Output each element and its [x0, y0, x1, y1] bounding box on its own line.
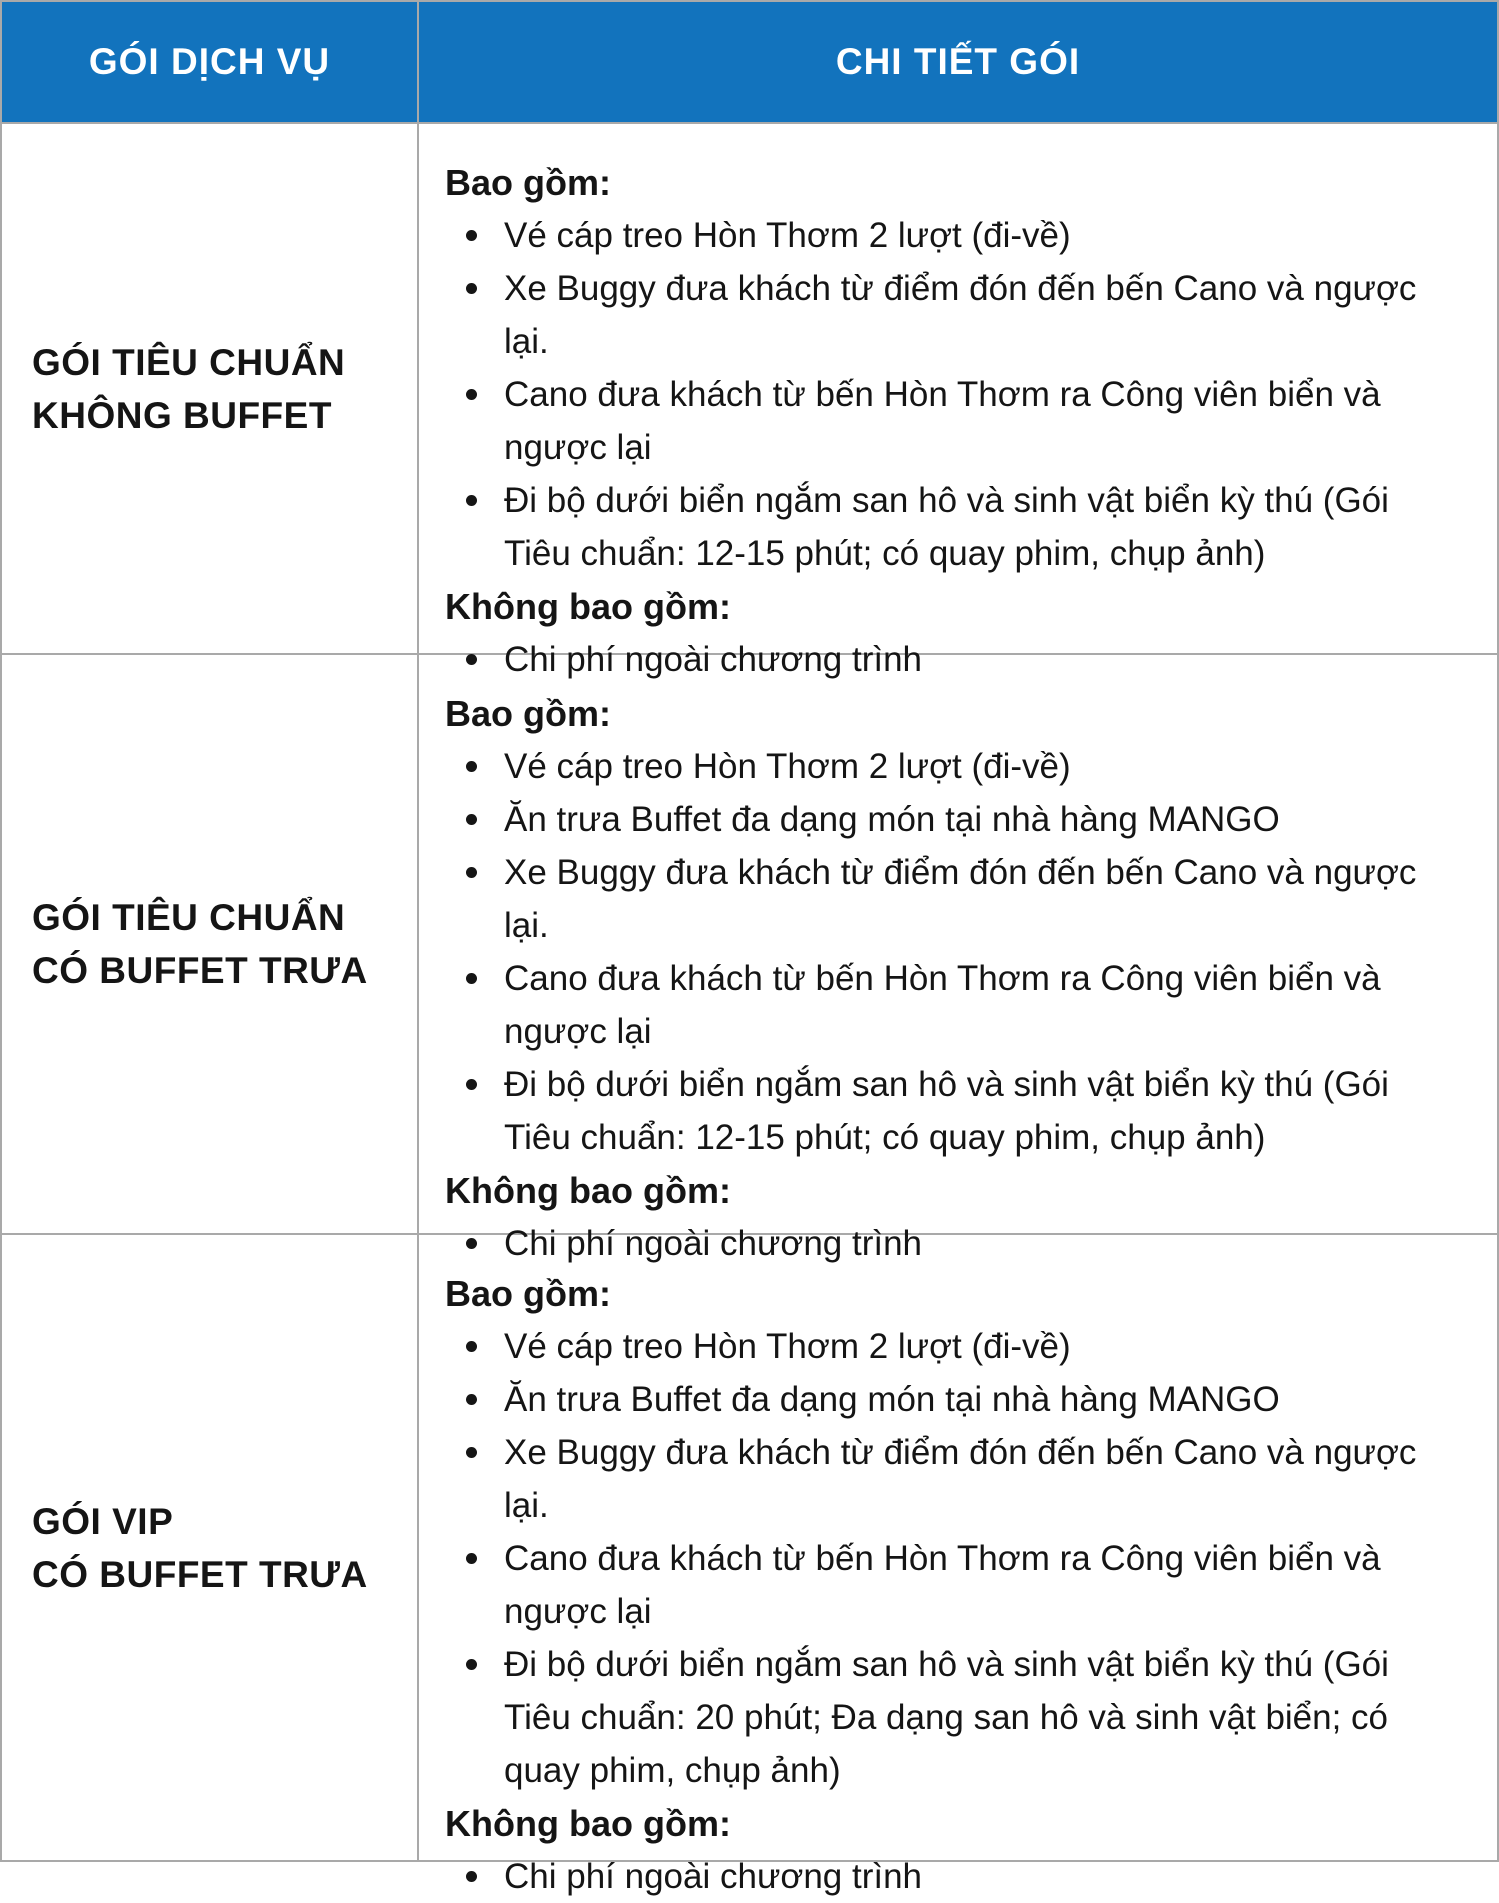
bullet-icon — [466, 1659, 477, 1670]
list-item — [445, 209, 1451, 262]
package-name-line2: KHÔNG BUFFET — [32, 394, 332, 436]
header-package-column — [2, 2, 419, 124]
package-details-standard-no-buffet — [419, 124, 1497, 679]
included-list — [445, 1320, 1451, 1797]
list-item — [445, 1320, 1451, 1373]
package-name-standard-with-buffet — [2, 655, 419, 1235]
list-item-text: Cano đưa khách từ bến Hòn Thơm ra Công viên biển và ngược lại — [504, 959, 1381, 1051]
excluded-section-label: Không bao gồm: — [445, 1170, 731, 1211]
package-name-vip-with-buffet — [2, 1235, 419, 1860]
list-item-text: Xe Buggy đưa khách từ điểm đón đến bến Cano và ngược lại. — [504, 269, 1417, 361]
bullet-icon — [466, 1394, 477, 1405]
bullet-icon — [466, 389, 477, 400]
list-item — [445, 1373, 1451, 1426]
list-item — [445, 1850, 1451, 1903]
package-name-line2: CÓ BUFFET TRƯA — [32, 1553, 368, 1595]
bullet-icon — [466, 814, 477, 825]
package-name-standard-no-buffet — [2, 124, 419, 655]
excluded-section-label: Không bao gồm: — [445, 586, 731, 627]
list-item-text: Cano đưa khách từ bến Hòn Thơm ra Công viên biển và ngược lại — [504, 1539, 1381, 1631]
bullet-icon — [466, 495, 477, 506]
list-item-text: Đi bộ dưới biển ngắm san hô và sinh vật biển kỳ thú (Gói Tiêu chuẩn: 12-15 phút; có quay phim, chụp ảnh) — [504, 481, 1389, 573]
list-item — [445, 846, 1451, 952]
list-item — [445, 1638, 1451, 1797]
bullet-icon — [466, 1553, 477, 1564]
list-item-text: Xe Buggy đưa khách từ điểm đón đến bến Cano và ngược lại. — [504, 1433, 1417, 1525]
included-list — [445, 740, 1451, 1164]
list-item-text: Đi bộ dưới biển ngắm san hô và sinh vật biển kỳ thú (Gói Tiêu chuẩn: 20 phút; Đa dạng san hô và sinh vật biển; có quay phim, chụp ảnh) — [504, 1645, 1389, 1790]
header-details-label: CHI TIẾT GÓI — [835, 41, 1081, 82]
bullet-icon — [466, 283, 477, 294]
package-name-line1: GÓI VIP — [32, 1500, 174, 1542]
package-name-line1: GÓI TIÊU CHUẨN — [32, 897, 346, 938]
bullet-icon — [466, 1447, 477, 1458]
list-item-text: Đi bộ dưới biển ngắm san hô và sinh vật biển kỳ thú (Gói Tiêu chuẩn: 12-15 phút; có quay phim, chụp ảnh) — [504, 1065, 1389, 1157]
list-item-text: Cano đưa khách từ bến Hòn Thơm ra Công viên biển và ngược lại — [504, 375, 1381, 467]
header-package-label: GÓI DỊCH VỤ — [88, 41, 331, 82]
header-details-column — [419, 2, 1497, 124]
list-item — [445, 1058, 1451, 1164]
bullet-icon — [466, 867, 477, 878]
list-item-text: Chi phí ngoài chương trình — [504, 1224, 923, 1263]
list-item — [445, 262, 1451, 368]
bullet-icon — [466, 973, 477, 984]
list-item — [445, 474, 1451, 580]
list-item-text: Ăn trưa Buffet đa dạng món tại nhà hàng MANGO — [504, 800, 1280, 839]
list-item-text: Chi phí ngoài chương trình — [504, 640, 923, 679]
package-name-line1: GÓI TIÊU CHUẨN — [32, 341, 346, 383]
list-item — [445, 368, 1451, 474]
list-item-text: Chi phí ngoài chương trình — [504, 1857, 923, 1896]
list-item-text: Vé cáp treo Hòn Thơm 2 lượt (đi-về) — [504, 216, 1071, 255]
bullet-icon — [466, 1871, 477, 1882]
included-section-label: Bao gồm: — [445, 693, 611, 734]
included-section-label: Bao gồm: — [445, 162, 611, 203]
list-item — [445, 740, 1451, 793]
package-details-vip-with-buffet — [419, 1235, 1497, 1896]
bullet-icon — [466, 1341, 477, 1352]
list-item — [445, 793, 1451, 846]
list-item — [445, 1532, 1451, 1638]
package-name-line2: CÓ BUFFET TRƯA — [32, 950, 368, 991]
bullet-icon — [466, 230, 477, 241]
list-item — [445, 1426, 1451, 1532]
package-details-standard-with-buffet — [419, 655, 1497, 1263]
list-item-text: Ăn trưa Buffet đa dạng món tại nhà hàng MANGO — [504, 1380, 1280, 1419]
excluded-list — [445, 1850, 1451, 1903]
list-item-text: Vé cáp treo Hòn Thơm 2 lượt (đi-về) — [504, 1327, 1071, 1366]
bullet-icon — [466, 1079, 477, 1090]
bullet-icon — [466, 761, 477, 772]
list-item — [445, 952, 1451, 1058]
list-item-text: Xe Buggy đưa khách từ điểm đón đến bến Cano và ngược lại. — [504, 853, 1417, 945]
included-section-label: Bao gồm: — [445, 1273, 611, 1314]
list-item-text: Vé cáp treo Hòn Thơm 2 lượt (đi-về) — [504, 747, 1071, 786]
excluded-section-label: Không bao gồm: — [445, 1803, 731, 1844]
included-list — [445, 209, 1451, 580]
